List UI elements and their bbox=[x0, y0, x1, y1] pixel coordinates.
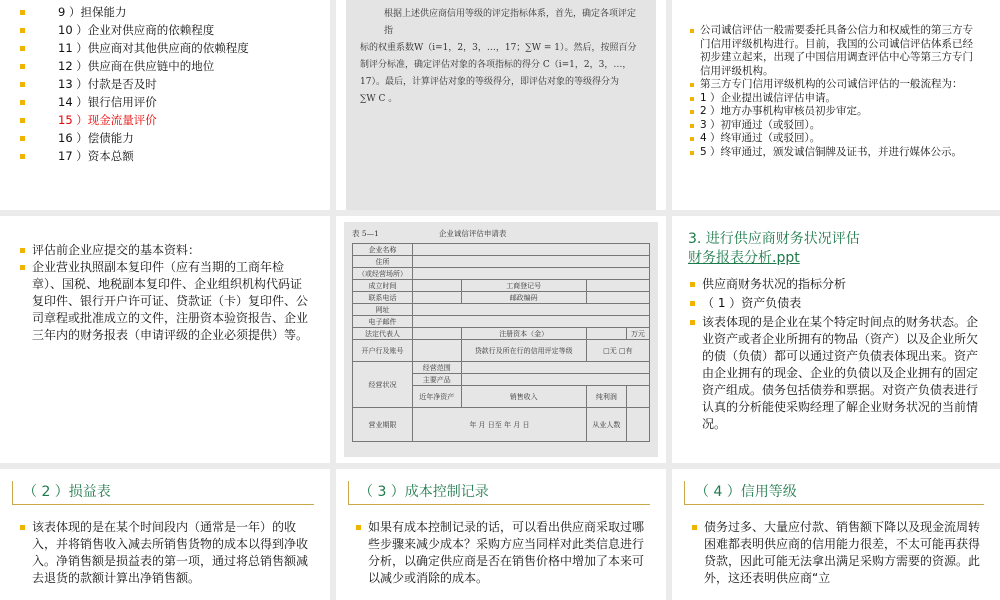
form-cell: 主要产品 bbox=[413, 374, 462, 386]
slide-thumbnail-4[interactable] bbox=[0, 216, 330, 463]
form-cell: 纯利润 bbox=[586, 386, 626, 408]
form-cell: 法定代表人 bbox=[353, 328, 413, 340]
table-number: 表 5—1 bbox=[352, 229, 379, 238]
slide-thumbnail-7[interactable] bbox=[0, 469, 330, 600]
form-cell: 开户行及账号 bbox=[353, 340, 413, 362]
slide-thumbnail-1[interactable] bbox=[0, 0, 330, 210]
scan-line: 制评分标准，确定评估对象的各项指标的得分 C（i=1，2，3，…， bbox=[360, 60, 632, 70]
form-cell: 销售收入 bbox=[461, 386, 586, 408]
list-item: 11 ）供应商对其他供应商的依赖程度 bbox=[18, 39, 330, 57]
slide-thumbnail-9[interactable] bbox=[672, 469, 1000, 600]
bullet-text: 该表体现的是企业在某个特定时间点的财务状态。企业资产或者企业所拥有的物品（资产）以及企业所欠的债（负债）都可以通过资产负债表体现出来。资产由企业拥有的现金、企业的负债以及企业拥有的固定资产组成。债务包括债券和票据。对资产负债表进行认真的分析能使采购经理了解企业财务状况的当前情况。 bbox=[688, 314, 986, 433]
form-cell: 邮政编码 bbox=[461, 292, 586, 304]
bullet-text: 公司诚信评估一般需要委托具备公信力和权威性的第三方专门信用评级机构进行。目前，我国的公司诚信评估体系已经初步建立起来，出现了中国信用调查评估中心等第三方专门信用评级机构。 bbox=[688, 24, 980, 78]
form-cell: 网址 bbox=[353, 304, 413, 316]
list-item: 13 ）付款是否及时 bbox=[18, 75, 330, 93]
form-cell: 营业期限 bbox=[353, 408, 413, 442]
bullet-text: 供应商财务状况的指标分析 bbox=[688, 276, 986, 293]
bullet-text: 第三方专门信用评级机构的公司诚信评估的一般流程为： bbox=[688, 78, 980, 92]
list-item: 10 ）企业对供应商的依赖程度 bbox=[18, 21, 330, 39]
scan-line: ∑W C 。 bbox=[360, 94, 398, 104]
slide-thumbnail-6[interactable] bbox=[672, 216, 1000, 463]
form-table bbox=[352, 243, 650, 442]
bullet-text: 如果有成本控制记录的话，可以看出供应商采取过哪些步骤来减少成本？采购方应当同样对此类信息进行分析，以确定供应商是否在销售价格中增加了本来可以减少或消除的成本。 bbox=[354, 519, 652, 587]
form-cell: 贷款行及所在行的信用评定等级 bbox=[461, 340, 586, 362]
bullet-text: 2 ）地方办事机构审核员初步审定。 bbox=[688, 105, 980, 119]
scan-line: 根据上述供应商信用等级的评定指标体系，首先，确定各项评定指 bbox=[384, 9, 637, 36]
list-item: 14 ）银行信用评价 bbox=[18, 93, 330, 111]
file-link[interactable]: 财务报表分析.ppt bbox=[688, 250, 800, 266]
list-item-highlighted: 15 ）现金流量评价 bbox=[18, 111, 330, 129]
form-cell: 注册资本（金） bbox=[461, 328, 586, 340]
form-cell: 企业名称 bbox=[353, 244, 413, 256]
form-cell: 万元 bbox=[626, 328, 649, 340]
bullet-text: 5 ）终审通过，颁发诚信铜牌及证书，并进行媒体公示。 bbox=[688, 146, 980, 160]
application-form-image bbox=[344, 222, 658, 457]
bullet-text: 3 ）初审通过（或驳回）。 bbox=[688, 119, 980, 133]
form-cell: 联系电话 bbox=[353, 292, 413, 304]
slide-title: 3. 进行供应商财务状况评估 bbox=[688, 231, 860, 247]
form-cell: 年 月 日至 年 月 日 bbox=[413, 408, 587, 442]
slide-thumbnail-3[interactable] bbox=[672, 0, 1000, 210]
bullet-text: 评估前企业应提交的基本资料： bbox=[18, 242, 312, 259]
slide-thumbnail-2[interactable] bbox=[336, 0, 666, 210]
form-cell: 住所 bbox=[353, 256, 413, 268]
scan-line: 17）。最后，计算评估对象的等级得分，即评估对象的等级得分为 bbox=[360, 77, 619, 87]
slide-thumbnail-5[interactable] bbox=[336, 216, 666, 463]
form-cell: 电子邮件 bbox=[353, 316, 413, 328]
list-item: 16 ）偿债能力 bbox=[18, 129, 330, 147]
section-header: （ 4 ）信用等级 bbox=[684, 481, 984, 505]
form-cell: （或经营场所） bbox=[353, 268, 413, 280]
slide-thumbnail-8[interactable] bbox=[336, 469, 666, 600]
form-cell: 工商登记号 bbox=[461, 280, 586, 292]
form-cell: 经营状况 bbox=[353, 362, 413, 408]
table-title: 企业诚信评估申请表 bbox=[438, 229, 507, 238]
scan-line: 标的权重系数W（i=1，2，3，…，17；∑W = 1）。然后，按照百分 bbox=[360, 43, 637, 53]
bullet-text: 4 ）终审通过（或驳回）。 bbox=[688, 132, 980, 146]
form-cell: 近年净资产 bbox=[413, 386, 462, 408]
list-item: 9 ）担保能力 bbox=[18, 3, 330, 21]
scanned-text-image bbox=[346, 0, 656, 210]
bullet-text: （ 1 ）资产负债表 bbox=[688, 295, 986, 312]
form-cell: 从业人数 bbox=[586, 408, 626, 442]
bullet-text: 该表体现的是在某个时间段内（通常是一年）的收入，并将销售收入减去所销售货物的成本以得到净收入。净销售额是损益表的第一项，通过将总销售额减去退货的款额计算出净销售额。 bbox=[18, 519, 316, 587]
form-cell: 成立时间 bbox=[353, 280, 413, 292]
list-item: 17 ）资本总额 bbox=[18, 147, 330, 165]
section-header: （ 2 ）损益表 bbox=[12, 481, 314, 505]
bullet-text: 企业营业执照副本复印件（应有当期的工商年检章）、国税、地税副本复印件、企业组织机构代码证复印件、银行开户许可证、贷款证（卡）复印件、公司章程或批准成立的文件，注册资本验资报告、企业三年内的财务报表（申请评级的企业必须提供）等。 bbox=[18, 259, 312, 344]
form-cell: 经营范围 bbox=[413, 362, 462, 374]
form-cell: □无 □有 bbox=[586, 340, 649, 362]
bullet-text: 债务过多、大量应付款、销售额下降以及现金流周转困难都表明供应商的信用能力很差，不太可能再获得贷款，因此可能无法拿出满足采购方需要的资源。此外，这还表明供应商“立 bbox=[690, 519, 986, 587]
bullet-text: 1 ）企业提出诚信评估申请。 bbox=[688, 92, 980, 106]
section-header: （ 3 ）成本控制记录 bbox=[348, 481, 650, 505]
list-item: 12 ）供应商在供应链中的地位 bbox=[18, 57, 330, 75]
